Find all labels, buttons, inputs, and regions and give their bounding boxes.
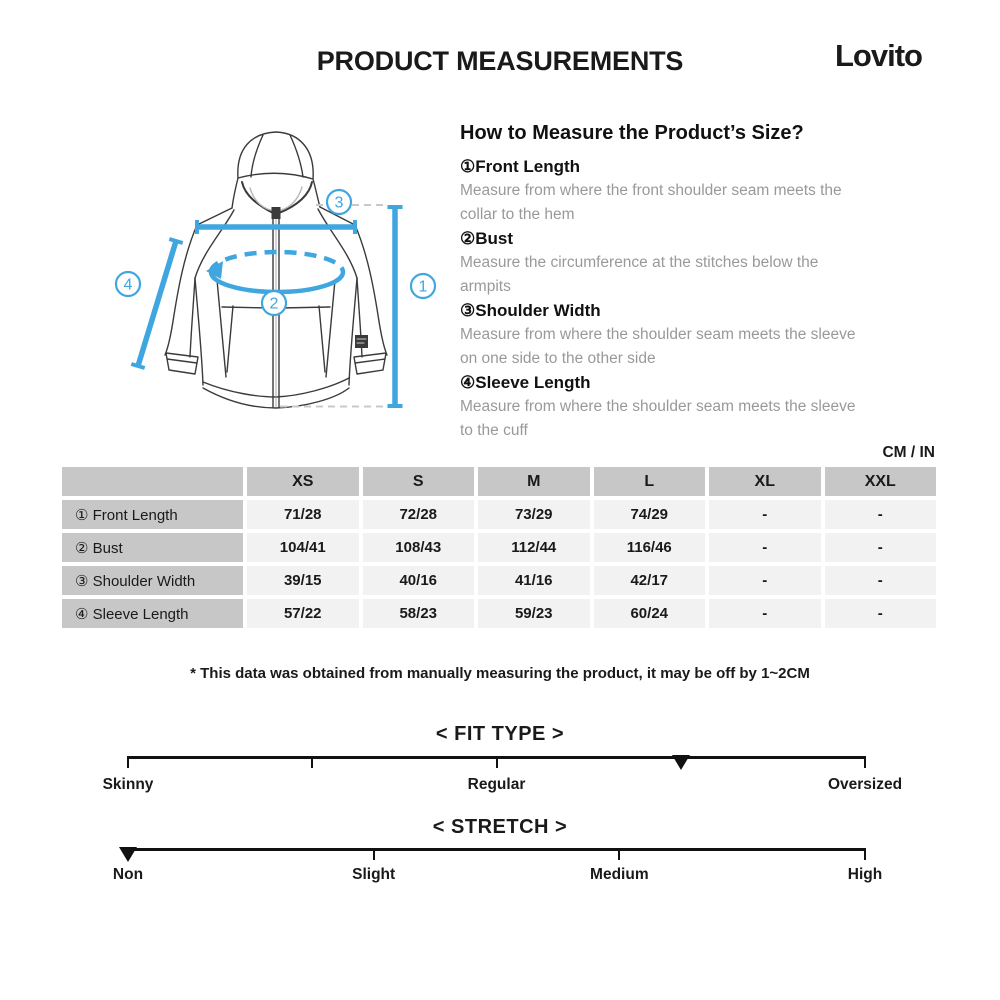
fit-type-tick bbox=[864, 756, 866, 768]
measure-item-desc: Measure from where the shoulder seam meets the sleeve to the cuff bbox=[460, 398, 856, 439]
measure-item-label: ①Front Length bbox=[460, 157, 581, 176]
table-cell: 58/23 bbox=[363, 599, 475, 628]
table-cell: - bbox=[825, 599, 937, 628]
fit-type-tick bbox=[127, 756, 129, 768]
fit-type-tick bbox=[311, 756, 313, 768]
table-cell: 112/44 bbox=[478, 533, 590, 562]
marker-3: 3 bbox=[334, 194, 344, 212]
table-cell: 72/28 bbox=[363, 500, 475, 529]
table-cell: - bbox=[825, 566, 937, 595]
measure-item-desc: Measure from where the shoulder seam meets the sleeve on one side to the other side bbox=[460, 326, 856, 367]
how-to-heading: How to Measure the Product’s Size? bbox=[460, 122, 804, 144]
fit-type-marker bbox=[672, 755, 690, 770]
stretch-axis bbox=[128, 848, 865, 851]
table-row-label: ② Bust bbox=[62, 533, 243, 562]
table-cell: 73/29 bbox=[478, 500, 590, 529]
table-cell: - bbox=[709, 500, 821, 529]
table-header-cell: S bbox=[363, 467, 475, 496]
fit-type-label: Regular bbox=[467, 776, 526, 793]
stretch-tick bbox=[373, 848, 375, 860]
measure-item-label: ③Shoulder Width bbox=[460, 301, 601, 320]
measure-item-desc: Measure the circumference at the stitches below the armpits bbox=[460, 254, 819, 295]
page-title: PRODUCT MEASUREMENTS bbox=[316, 46, 684, 76]
table-cell: - bbox=[709, 533, 821, 562]
table-cell: - bbox=[825, 533, 937, 562]
table-header-cell: XXL bbox=[825, 467, 937, 496]
table-header-cell bbox=[62, 467, 243, 496]
zipper-pull bbox=[272, 207, 281, 219]
stretch-label: High bbox=[847, 866, 883, 883]
measure-item-label: ②Bust bbox=[460, 229, 514, 248]
table-cell: 40/16 bbox=[363, 566, 475, 595]
measure-item bbox=[460, 298, 872, 370]
stretch-label: Medium bbox=[590, 866, 649, 883]
table-cell: 42/17 bbox=[594, 566, 706, 595]
stretch-scale bbox=[128, 848, 865, 863]
table-cell: 116/46 bbox=[594, 533, 706, 562]
measurement-disclaimer: * This data was obtained from manually measuring the product, it may be off by 1~2CM bbox=[190, 665, 810, 682]
marker-2: 2 bbox=[269, 295, 279, 313]
table-cell: 74/29 bbox=[594, 500, 706, 529]
bust-ellipse-back bbox=[211, 252, 343, 272]
bust-ellipse-front bbox=[211, 272, 343, 292]
stretch-label: Non bbox=[112, 866, 144, 883]
measure-item bbox=[460, 226, 872, 298]
table-cell: 39/15 bbox=[247, 566, 359, 595]
table-header-cell: XL bbox=[709, 467, 821, 496]
brand-logo: Lovito bbox=[835, 38, 922, 73]
measure-item bbox=[460, 370, 872, 442]
sleeve-length-line bbox=[138, 241, 176, 366]
table-header-cell: XS bbox=[247, 467, 359, 496]
stretch-label: Slight bbox=[352, 866, 396, 883]
table-cell: 41/16 bbox=[478, 566, 590, 595]
table-cell: 71/28 bbox=[247, 500, 359, 529]
table-cell: - bbox=[709, 599, 821, 628]
marker-4: 4 bbox=[123, 276, 133, 294]
table-cell: - bbox=[709, 566, 821, 595]
table-cell: - bbox=[825, 500, 937, 529]
marker-1: 1 bbox=[418, 278, 428, 296]
jacket-outline bbox=[165, 132, 387, 408]
fit-type-labels bbox=[102, 776, 903, 796]
table-cell: 104/41 bbox=[247, 533, 359, 562]
size-table bbox=[62, 467, 936, 628]
measure-item-label: ④Sleeve Length bbox=[460, 373, 591, 392]
jacket-label-patch bbox=[355, 335, 368, 348]
units-label: CM / IN bbox=[882, 444, 935, 461]
table-row-label: ④ Sleeve Length bbox=[62, 599, 243, 628]
table-cell: 60/24 bbox=[594, 599, 706, 628]
stretch-title: < STRETCH > bbox=[432, 816, 568, 838]
table-cell: 57/22 bbox=[247, 599, 359, 628]
table-cell: 59/23 bbox=[478, 599, 590, 628]
table-header-cell: L bbox=[594, 467, 706, 496]
fit-type-label: Skinny bbox=[102, 776, 154, 793]
stretch-tick bbox=[618, 848, 620, 860]
fit-type-tick bbox=[496, 756, 498, 768]
table-row-label: ① Front Length bbox=[62, 500, 243, 529]
jacket-measurement-diagram bbox=[100, 120, 460, 440]
fit-type-title: < FIT TYPE > bbox=[435, 723, 565, 745]
how-to-measure-section bbox=[460, 120, 872, 442]
table-cell: 108/43 bbox=[363, 533, 475, 562]
stretch-tick bbox=[864, 848, 866, 860]
table-row-label: ③ Shoulder Width bbox=[62, 566, 243, 595]
measure-item-desc: Measure from where the front shoulder seam meets the collar to the hem bbox=[460, 182, 842, 223]
measure-item bbox=[460, 154, 872, 226]
stretch-marker bbox=[119, 847, 137, 862]
fit-type-label: Oversized bbox=[827, 776, 903, 793]
stretch-labels bbox=[112, 866, 883, 886]
fit-type-scale bbox=[128, 756, 865, 771]
table-header-cell: M bbox=[478, 467, 590, 496]
